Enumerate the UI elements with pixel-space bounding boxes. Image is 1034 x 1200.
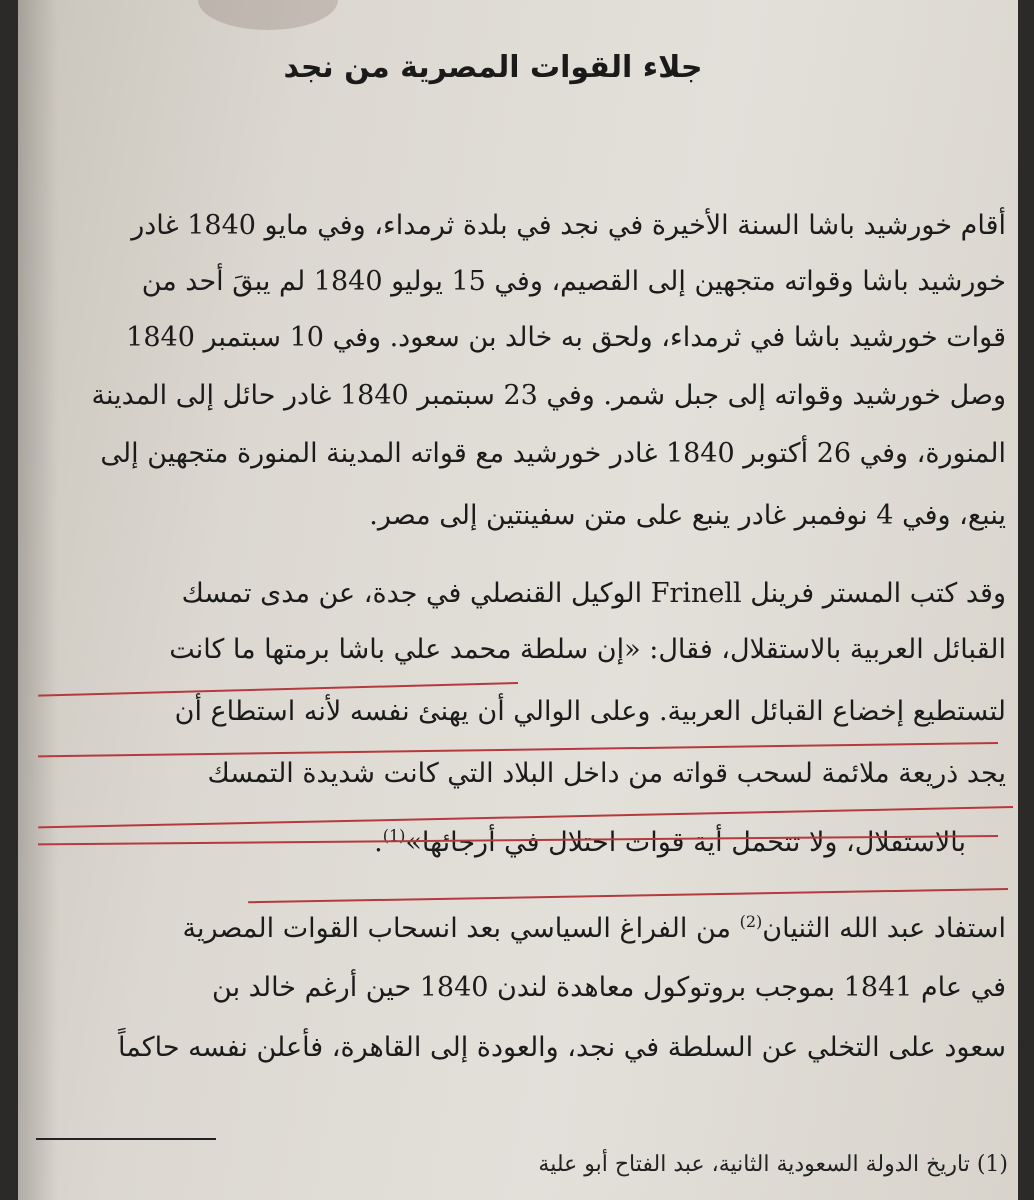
footnote-separator — [36, 1138, 216, 1140]
pen-underline — [38, 742, 998, 757]
footnote-text: (1) تاريخ الدولة السعودية الثانية، عبد الفتاح أبو علية — [538, 1152, 1008, 1177]
text-line: بالاستقلال، ولا تتحمل أية قوات احتلال في أرجائها»$^{(1)}$. — [374, 826, 966, 858]
text-line — [182, 912, 1006, 944]
text-line: وقد كتب المستر فرينل Frinell الوكيل القنصلي في جدة، عن مدى تمسك — [181, 578, 1006, 609]
pen-underline — [248, 888, 1008, 903]
text-line: يجد ذريعة ملائمة لسحب قواته من داخل البلاد التي كانت شديدة التمسك — [207, 758, 1006, 789]
chapter-title: جلاء القوات المصرية من نجد — [283, 50, 703, 85]
footnote-marker: (2) — [739, 912, 763, 931]
text-line: أقام خورشيد باشا السنة الأخيرة في نجد في بلدة ثرمداء، وفي مايو 1840 غادر — [131, 210, 1006, 241]
footnote-marker: (1) — [382, 826, 406, 845]
line-text: من الفراغ السياسي بعد انسحاب القوات المصرية — [182, 913, 731, 944]
book-page — [18, 0, 1018, 1200]
text-line: قوات خورشيد باشا في ثرمداء، ولحق به خالد بن سعود. وفي 10 سبتمبر 1840 — [126, 322, 1006, 353]
author-name: استفاد عبد الله الثنيان — [762, 913, 1006, 944]
page-edge-shadow — [18, 0, 58, 1200]
text-line: ينبع، وفي 4 نوفمبر غادر ينبع على متن سفينتين إلى مصر. — [369, 500, 1006, 531]
text-line: سعود على التخلي عن السلطة في نجد، والعودة إلى القاهرة، فأعلن نفسه حاكماً — [117, 1032, 1006, 1063]
pen-underline — [38, 682, 518, 697]
quote-text: بالاستقلال، ولا تتحمل أية قوات احتلال في أرجائها» — [405, 827, 966, 858]
text-line: في عام 1841 بموجب بروتوكول معاهدة لندن 1840 حين أرغم خالد بن — [212, 972, 1006, 1003]
text-line: لتستطيع إخضاع القبائل العربية. وعلى الوالي أن يهنئ نفسه لأنه استطاع أن — [174, 696, 1006, 727]
text-line: خورشيد باشا وقواته متجهين إلى القصيم، وفي 15 يوليو 1840 لم يبقَ أحد من — [141, 266, 1006, 297]
text-line: وصل خورشيد وقواته إلى جبل شمر. وفي 23 سبتمبر 1840 غادر حائل إلى المدينة — [91, 380, 1006, 411]
text-line: القبائل العربية بالاستقلال، فقال: «إن سلطة محمد علي باشا برمتها ما كانت — [169, 634, 1006, 665]
text-line: المنورة، وفي 26 أكتوبر 1840 غادر خورشيد مع قواته المدينة المنورة متجهين إلى — [100, 438, 1006, 469]
finger-shadow — [198, 0, 338, 30]
